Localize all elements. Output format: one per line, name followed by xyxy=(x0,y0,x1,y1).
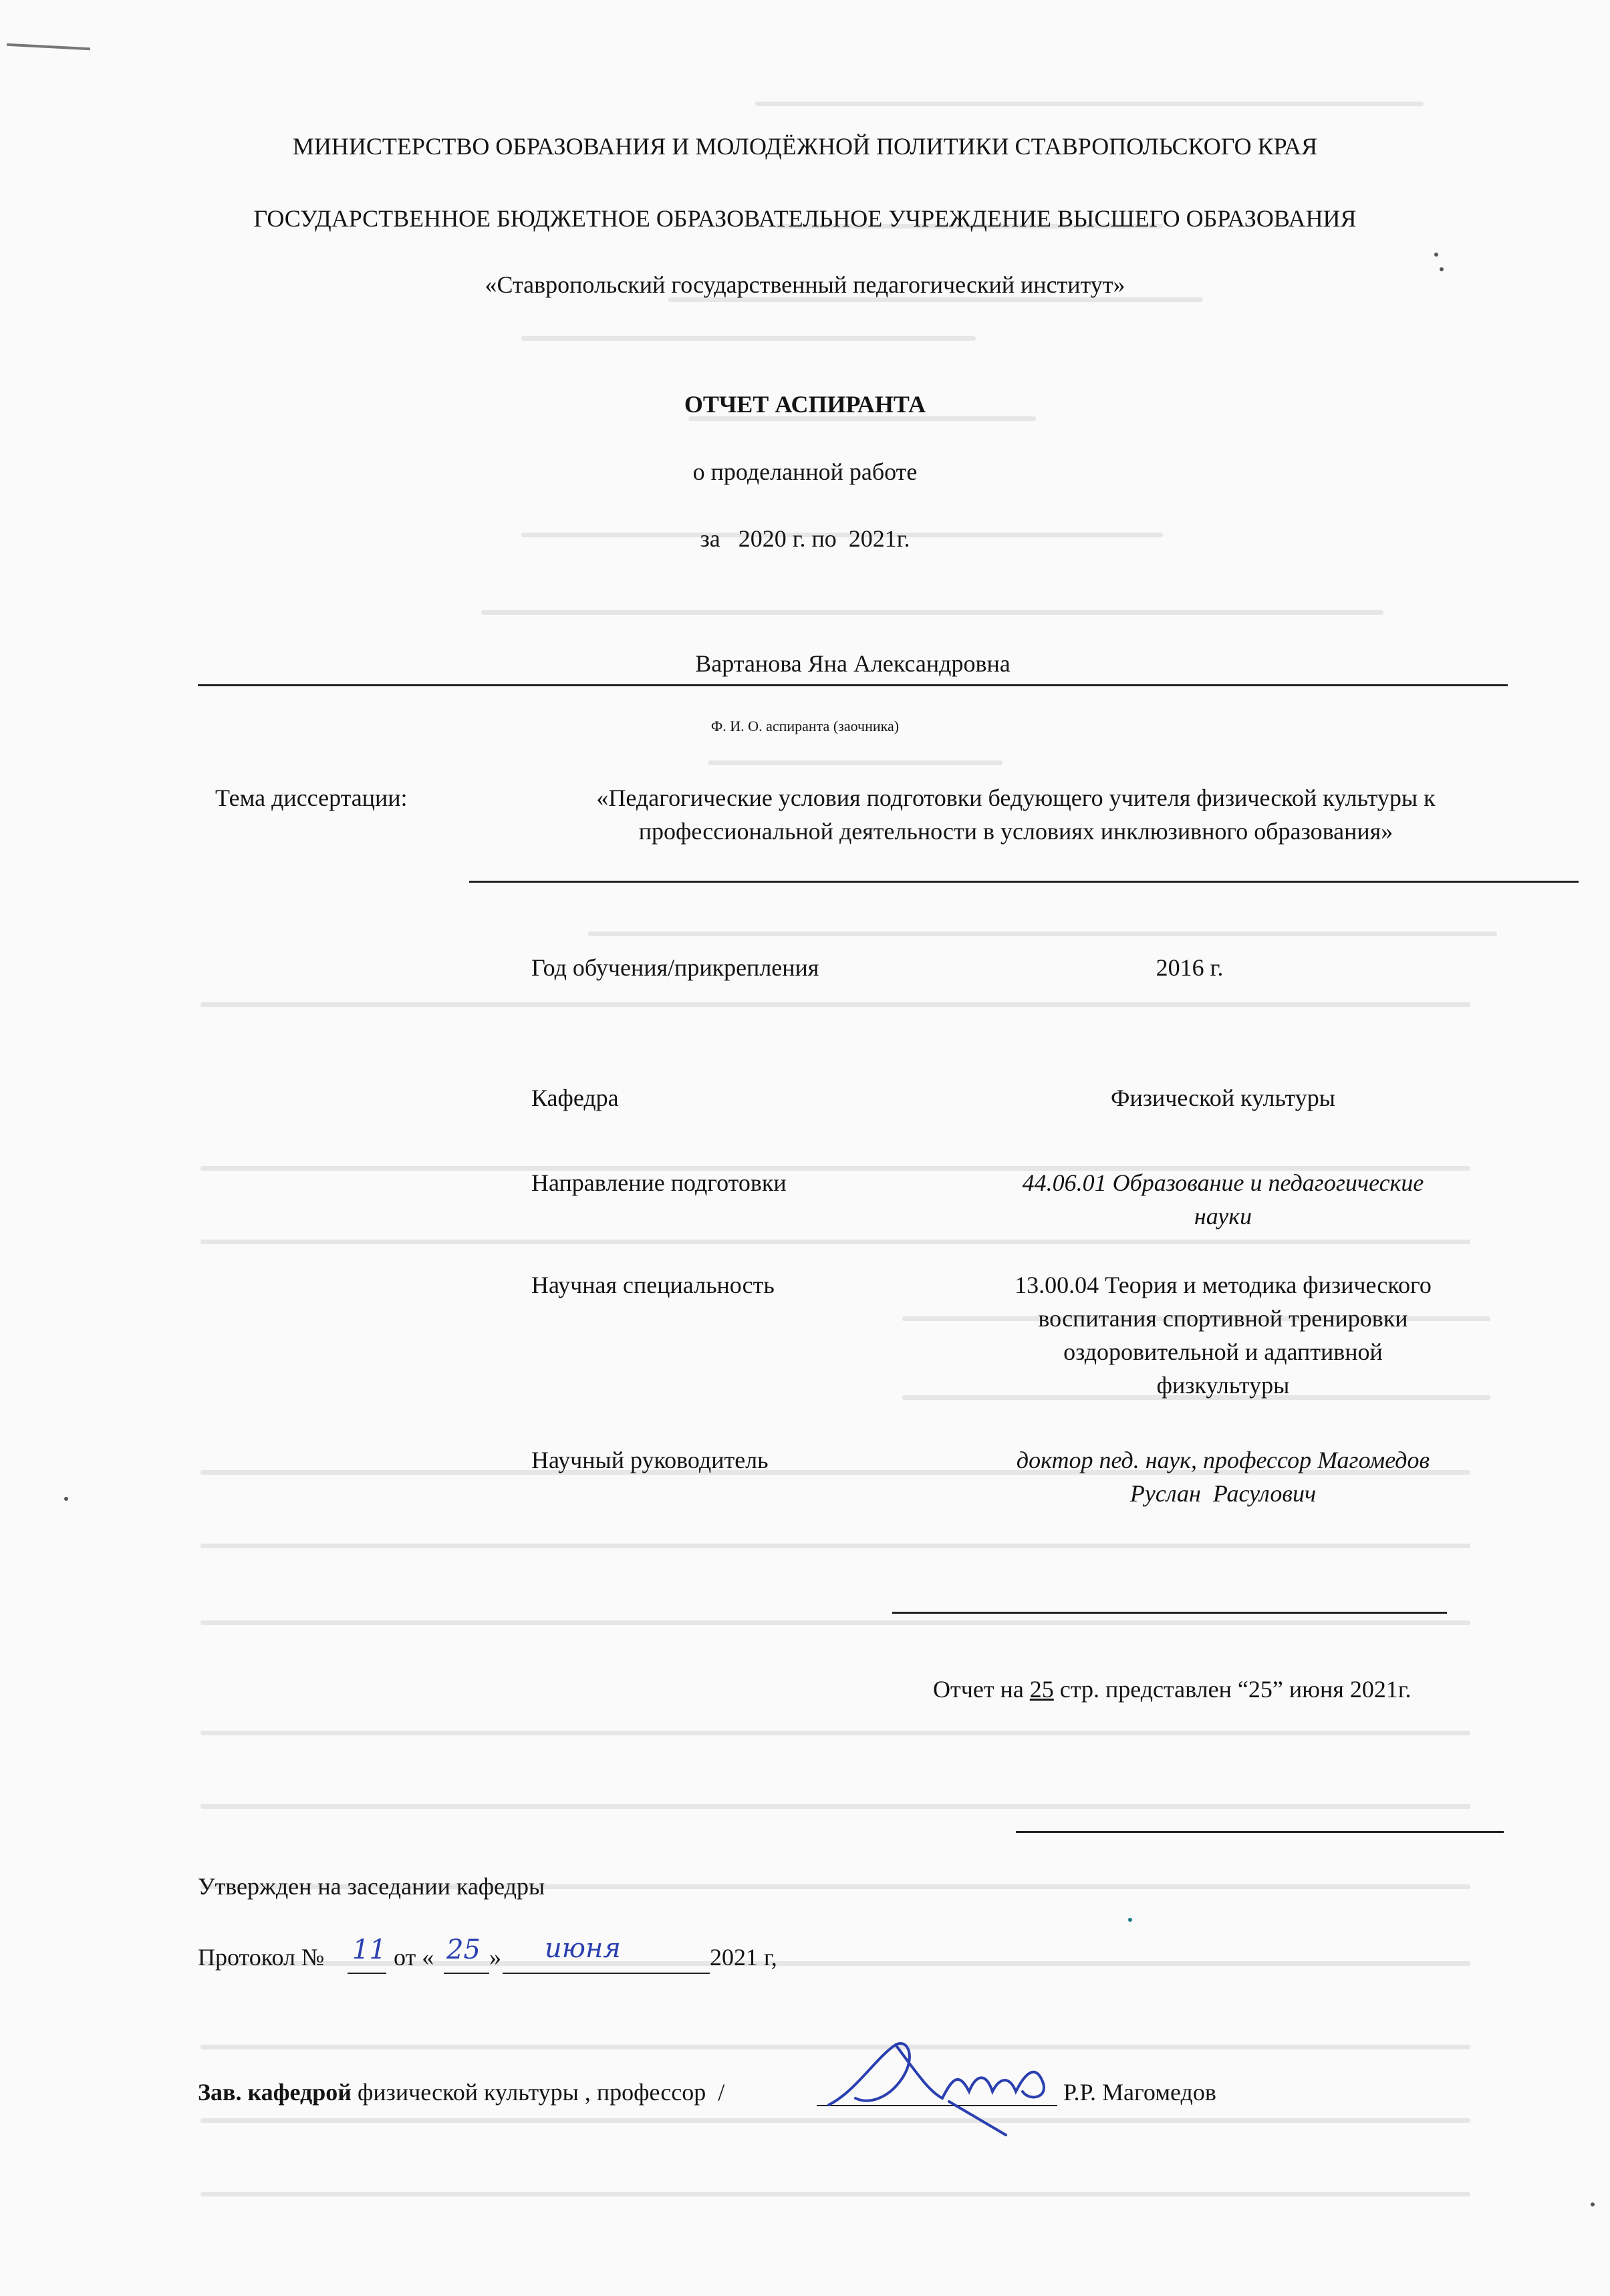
protocol-day-underline xyxy=(444,1973,489,1974)
student-name: Вартанова Яна Александровна xyxy=(695,650,1011,677)
thesis-title-line-1: «Педагогические условия подготовки бедующего учителя физической культуры к xyxy=(596,784,1436,811)
protocol-close-quote: » xyxy=(489,1944,501,1971)
thesis-title-line-2: профессиональной деятельности в условиях инклюзивного образования» xyxy=(638,818,1393,845)
staple-mark xyxy=(7,43,90,51)
approval-text: Утвержден на заседании кафедры xyxy=(198,1873,545,1900)
field-value-specialty-1: 13.00.04 Теория и методика физического xyxy=(1015,1272,1432,1298)
head-position: физической культуры , профессор / xyxy=(352,2079,725,2106)
speck xyxy=(1591,2202,1595,2206)
protocol-number-underline xyxy=(348,1973,386,1974)
field-value-direction-1: 44.06.01 Образование и педагогические xyxy=(1022,1169,1424,1196)
head-line xyxy=(198,2077,724,2108)
submission-pages: 25 xyxy=(1029,1676,1054,1703)
field-value-specialty-4: физкультуры xyxy=(1156,1372,1290,1399)
speck xyxy=(1434,253,1438,257)
protocol-line xyxy=(198,1942,324,1973)
field-value-specialty-2: воспитания спортивной тренировки xyxy=(1038,1305,1408,1332)
thesis-label: Тема диссертации: xyxy=(215,784,408,811)
protocol-day-handwritten: 25 xyxy=(446,1934,481,1965)
field-value-specialty-3: оздоровительной и адаптивной xyxy=(1063,1338,1383,1365)
speck xyxy=(1128,1918,1132,1922)
submission-signature-line xyxy=(1016,1831,1504,1833)
handwritten-signature xyxy=(815,2018,1096,2145)
protocol-from: от « xyxy=(388,1944,434,1971)
institution-type-heading: ГОСУДАРСТВЕННОЕ БЮДЖЕТНОЕ ОБРАЗОВАТЕЛЬНОЕ УЧРЕЖДЕНИЕ ВЫСШЕГО ОБРАЗОВАНИЯ xyxy=(253,205,1357,232)
protocol-month-underline xyxy=(503,1973,710,1974)
field-value-direction-2: науки xyxy=(1194,1203,1252,1230)
protocol-year: 2021 г, xyxy=(710,1944,777,1971)
thesis-underline xyxy=(469,881,1579,883)
submission-prefix: Отчет на xyxy=(933,1676,1030,1703)
report-period: за 2020 г. по 2021г. xyxy=(700,525,910,552)
speck xyxy=(64,1497,68,1501)
field-value-year: 2016 г. xyxy=(1156,954,1224,981)
field-label-year: Год обучения/прикрепления xyxy=(531,954,819,981)
report-title: ОТЧЕТ АСПИРАНТА xyxy=(684,391,926,418)
supervisor-signature-line xyxy=(892,1612,1447,1614)
field-label-department: Кафедра xyxy=(531,1085,619,1111)
institute-name: «Ставропольский государственный педагогический институт» xyxy=(485,271,1125,298)
protocol-month-handwritten: июня xyxy=(545,1933,621,1964)
ministry-heading: МИНИСТЕРСТВО ОБРАЗОВАНИЯ И МОЛОДЁЖНОЙ ПОЛИТИКИ СТАВРОПОЛЬСКОГО КРАЯ xyxy=(292,133,1318,160)
field-label-supervisor: Научный руководитель xyxy=(531,1447,769,1473)
protocol-prefix: Протокол № xyxy=(198,1944,325,1971)
field-value-supervisor-2: Руслан Расулович xyxy=(1129,1480,1317,1507)
submission-suffix: стр. представлен “25” июня 2021г. xyxy=(1053,1676,1412,1703)
student-name-underline xyxy=(198,684,1508,686)
report-subtitle: о проделанной работе xyxy=(692,458,918,485)
field-value-supervisor-1: доктор пед. наук, профессор Магомедов xyxy=(1016,1447,1430,1473)
head-bold-label: Зав. кафедрой xyxy=(198,2079,352,2106)
head-name: Р.Р. Магомедов xyxy=(1057,2079,1216,2106)
protocol-number-handwritten: 11 xyxy=(352,1934,386,1965)
field-label-direction: Направление подготовки xyxy=(531,1169,787,1196)
field-value-department: Физической культуры xyxy=(1111,1085,1335,1111)
field-label-specialty: Научная специальность xyxy=(531,1272,775,1298)
student-name-caption: Ф. И. О. аспиранта (заочника) xyxy=(710,718,900,734)
submission-line xyxy=(933,1674,1412,1705)
